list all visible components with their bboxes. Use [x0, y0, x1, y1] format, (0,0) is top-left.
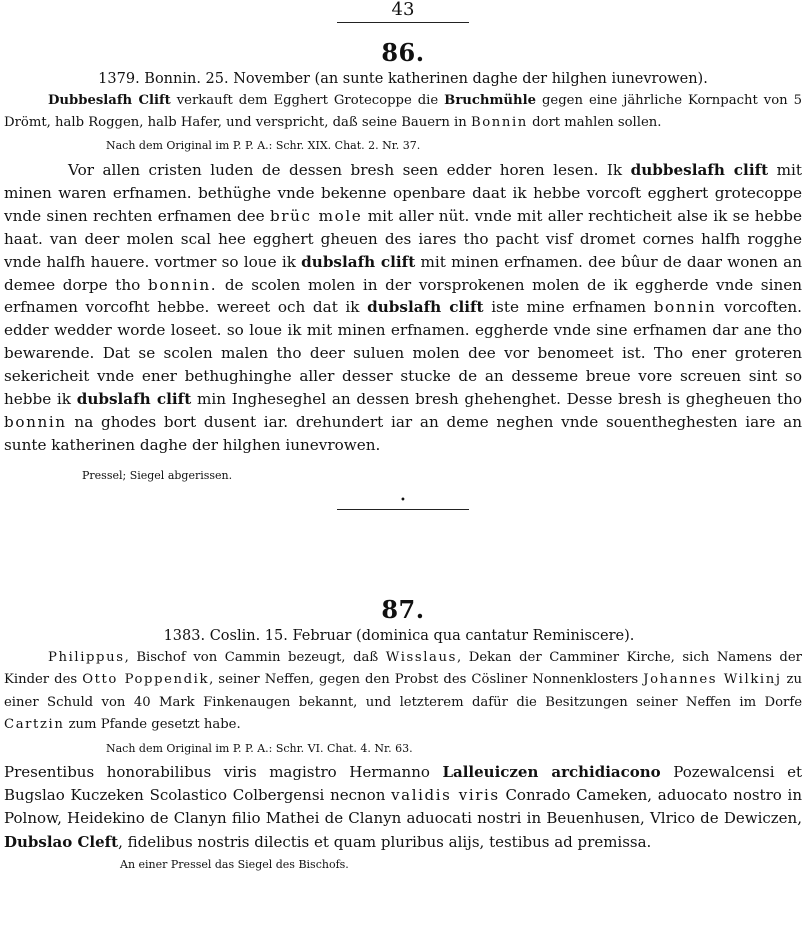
charter-spaced: brüc mole: [269, 206, 363, 225]
regest-person: Johannes Wilkinj: [643, 672, 782, 688]
document-number: 86.: [381, 38, 425, 67]
charter-name: Lalleuiczen archidiacono: [442, 762, 661, 781]
regest-person: Philippus: [48, 650, 125, 665]
charter-name: dubslafh clift: [301, 252, 416, 271]
regest-place: Cartzin: [4, 717, 65, 733]
charter-name: Dubslao Cleft: [4, 832, 119, 851]
charter-segment: min Ingheseghel an dessen bresh ghehenghet. Desse bresh is ghegheuen tho: [191, 390, 802, 409]
regest-person: Wisslaus: [385, 650, 457, 665]
regest: [4, 647, 802, 737]
charter-segment: iste mine erfnamen: [483, 298, 654, 317]
regest-person: Otto Poppendik: [82, 672, 210, 688]
charter-text: [4, 159, 802, 457]
regest-text: zum Pfande gesetzt habe.: [64, 717, 241, 733]
regest-text: verkauft dem Egghert Grotecoppe die: [170, 93, 445, 108]
charter-segment: , fidelibus nostris dilectis et quam pluribus alijs, testibus ad premissa.: [118, 832, 652, 851]
charter-segment: de scolen molen in der vorsprokenen molen de ik eggherde vnde sinen erfnamen vorcofht hebbe. wereet och dat ik: [4, 275, 803, 317]
regest-text: , Dekan der Camminer Kirche, sich Namens der Kinder des: [4, 650, 802, 688]
section-rule: [337, 509, 469, 510]
charter-spaced: bonnin: [4, 412, 67, 431]
source-citation: Nach dem Original im P. P. A.: Schr. VI. Chat. 4. Nr. 63.: [106, 741, 413, 755]
source-citation: Nach dem Original im P. P. A.: Schr. XIX. Chat. 2. Nr. 37.: [106, 139, 421, 152]
charter-segment: mit minen waren erfnamen. bethüghe vnde bekenne openbare daat ik hebbe vorcoft egghert grotecoppe vnde sinen rechten erfnamen dee: [4, 161, 802, 225]
charter-segment: na ghodes bort dusent iar. drehundert iar an deme neghen vnde souentheghesten iare an sunte katherinen daghe der hilghen iunevrowen.: [4, 412, 802, 454]
charter-name: dubbeslafh clift: [630, 161, 769, 179]
charter-segment: mit aller nüt. vnde mit aller rechticheit alse ik se hebbe haat. van deer molen scal hee egghert gheuen des iares tho pacht visf dromet cornes halfh rogghe vnde halfh hauere. vortmer so loue ik: [4, 206, 802, 271]
regest-person: Dubbeslafh Clift: [48, 93, 171, 108]
charter-segment: Presentibus honorabilibus viris magistro Hermanno: [4, 762, 443, 781]
seal-note: Pressel; Siegel abgerissen.: [82, 468, 233, 482]
regest-text: gegen eine jährliche Kornpacht von 5 Drömt, halb Roggen, halb Hafer, und verspricht, daß seine Bauern in: [4, 93, 802, 130]
regest-text: , seiner Neffen, gegen den Probst des Cösliner Nonnenklosters: [209, 672, 644, 688]
header-rule: [337, 22, 469, 23]
regest: [4, 90, 802, 133]
seal-note: An einer Pressel das Siegel des Bischofs.: [120, 858, 349, 872]
regest-text: , Bischof von Cammin bezeugt, daß: [124, 650, 386, 665]
regest-text: zu einer Schuld von 40 Mark Finkenaugen bekannt, und letzterem dafür die Besitzungen seiner Neffen im Dorfe: [4, 672, 802, 710]
charter-spaced: bonnin: [653, 298, 717, 317]
charter-segment: vorcoften. edder wedder worde loseet. so loue ik mit minen erfnamen. eggherde vnde sine erfnamen dar ane tho bewarende. Dat se scolen malen tho deer suluen molen dee vor benomeet ist. Tho ener groteren sekericheit vnde ener bethughinghe aller desser stucke de an desseme breue vore screuen sint so hebbe ik: [4, 298, 802, 409]
charter-segment: mit minen erfnamen. dee bûur de daar wonen an demee dorpe tho: [4, 252, 802, 294]
charter-text: [4, 761, 802, 855]
charter-name: dubslafh clift: [367, 298, 484, 317]
charter-segment: Vor allen cristen luden de dessen bresh seen edder horen lesen. Ik: [68, 161, 631, 179]
page-number: 43: [391, 0, 415, 20]
regest-text: dort mahlen sollen.: [527, 114, 662, 130]
charter-spaced: bonnin.: [148, 275, 218, 294]
separator-dot: •: [400, 494, 406, 506]
regest-place: Bonnin: [470, 114, 528, 130]
charter-spaced: validis viris: [391, 786, 500, 805]
dateline: 1383. Coslin. 15. Februar (dominica qua cantatur Reminiscere).: [163, 628, 635, 644]
charter-name: dubslafh clift: [76, 390, 192, 409]
dateline: 1379. Bonnin. 25. November (an sunte katherinen daghe der hilghen iunevrowen).: [98, 71, 708, 87]
document-87: [4, 556, 802, 874]
regest-mill: Bruchmühle: [444, 93, 537, 108]
document-86: [4, 39, 802, 510]
charter-segment: Conrado Cameken, aduocato nostro in Polnow, Heidekino de Clanyn filio Mathei de Clanyn aduocati nostri in Beuenhusen, Vlrico de Dewiczen,: [4, 786, 802, 828]
charter-segment: Pozewalcensi et Bugslao Kuczeken Scolastico Colbergensi necnon: [4, 762, 803, 805]
document-number: 87.: [381, 595, 425, 624]
